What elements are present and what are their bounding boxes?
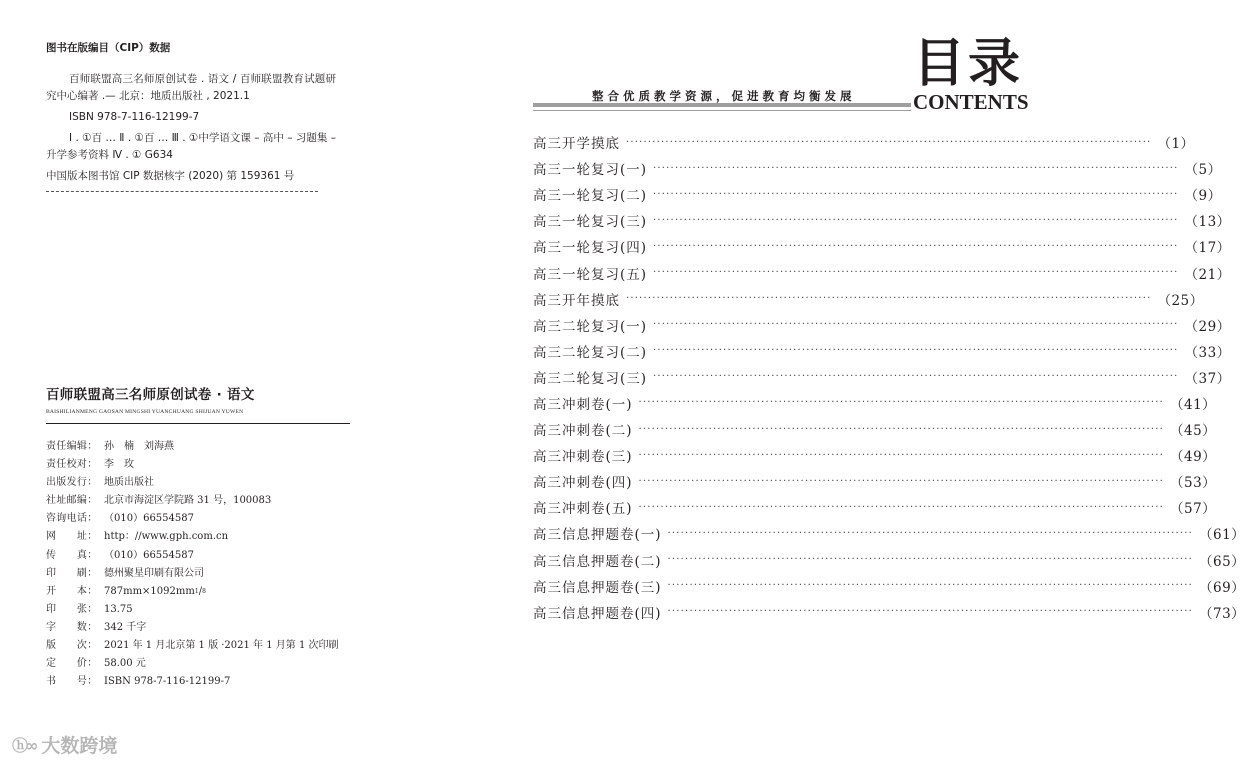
pub-row [46, 565, 339, 583]
pub-label: 开 本： [46, 585, 98, 597]
toc-leader-dots: ························································································································ [667, 580, 1193, 592]
pub-row [46, 583, 339, 601]
cip-line: ISBN 978-7-116-12199-7 [69, 111, 200, 123]
pub-label: 传 真： [46, 549, 98, 561]
toc-entry [533, 599, 1245, 625]
toc-entry [533, 286, 1204, 312]
slogan: 整合优质教学资源，促进教育均衡发展 [592, 89, 856, 103]
pub-label: 网 址： [46, 531, 98, 543]
pub-label: 印 张： [46, 603, 98, 615]
toc-entry-page: （21） [1184, 266, 1231, 283]
pub-row [46, 438, 339, 456]
toc-entry-page: （33） [1184, 344, 1231, 361]
pub-label: 版 次： [46, 640, 98, 652]
toc-entry [533, 573, 1245, 599]
toc-entry-page: （69） [1199, 579, 1245, 596]
pub-value-sup: 1 [194, 587, 199, 595]
pub-label: 印 刷： [46, 567, 98, 579]
publication-info [46, 438, 339, 691]
toc-entry-page: （17） [1184, 240, 1231, 257]
pub-value: （010）66554587 [104, 513, 194, 525]
toc-entry-title: 高三一轮复习(三) [533, 214, 648, 231]
toc-entry-title: 高三冲刺卷(三) [533, 449, 633, 466]
pub-value: ISBN 978-7-116-12199-7 [104, 676, 231, 688]
pub-label: 责任编辑： [46, 441, 98, 452]
toc-entry [533, 494, 1217, 520]
pub-value-sub: 8 [202, 587, 206, 595]
toc-entry-page: （53） [1170, 475, 1217, 492]
toc-entry-title: 高三一轮复习(五) [533, 266, 648, 283]
toc-entry-title: 高三二轮复习(一) [533, 318, 648, 335]
contents-heading-zh: 目录 [913, 34, 1024, 94]
toc-entry [533, 416, 1217, 442]
toc-entry-page: （57） [1170, 501, 1217, 518]
toc-entry [533, 259, 1231, 285]
logo-mark-icon: ⓗ∞ [12, 736, 36, 755]
pub-row [46, 492, 339, 510]
toc-leader-dots: ························································································································ [653, 371, 1179, 383]
toc-entry-title: 高三信息押题卷(一) [533, 527, 662, 544]
toc-leader-dots: ························································································································ [653, 214, 1179, 226]
toc-entry-page: （73） [1199, 605, 1245, 622]
toc-leader-dots: ························································································································ [653, 345, 1179, 357]
header-bar-thin [533, 110, 911, 111]
book-title: 百师联盟高三名师原创试卷 · 语文 [46, 387, 255, 403]
pub-row [46, 673, 339, 691]
toc-entry [533, 547, 1245, 573]
toc-entry [533, 520, 1245, 546]
toc-entry [533, 468, 1217, 494]
pub-value: 2021 年 1 月北京第 1 版 ·2021 年 1 月第 1 次印刷 [104, 640, 339, 652]
toc-leader-dots: ························································································································ [626, 136, 1152, 148]
pub-row [46, 655, 339, 673]
toc-entry [533, 129, 1195, 155]
toc-entry-title: 高三信息押题卷(三) [533, 579, 662, 596]
header-bar [533, 103, 911, 107]
toc-entry-title: 高三冲刺卷(五) [533, 501, 633, 518]
cip-line: Ⅰ . ①百 … Ⅱ . ①百 … Ⅲ . ①中学语文课 – 高中 – 习题集 – 升学参考资料 Ⅳ . ① G634 [46, 132, 336, 161]
toc-entry [533, 338, 1231, 364]
watermark-logo [12, 731, 117, 758]
pub-row [46, 547, 339, 565]
toc-entry-page: （29） [1184, 318, 1231, 335]
cip-line: 中国版本图书馆 CIP 数据核字 (2020) 第 159361 号 [46, 170, 295, 182]
toc-entry-page: （45） [1170, 423, 1217, 440]
pub-row [46, 601, 339, 619]
pub-value: 德州聚星印刷有限公司 [104, 567, 204, 579]
pub-label: 书 号： [46, 676, 98, 688]
pub-row [46, 510, 339, 528]
pub-value: 李 玫 [104, 459, 134, 471]
pub-label: 定 价： [46, 658, 98, 670]
toc-entry-page: （37） [1184, 370, 1231, 387]
pub-row [46, 528, 339, 546]
toc-leader-dots: ························································································································ [638, 501, 1164, 513]
toc-leader-dots: ························································································································ [653, 319, 1179, 331]
title-rule [46, 423, 350, 424]
toc-entry [533, 155, 1222, 181]
toc-leader-dots: ························································································································ [638, 423, 1164, 435]
toc-entry-page: （5） [1184, 162, 1222, 179]
pub-label: 字 数： [46, 621, 98, 633]
toc-leader-dots: ························································································································ [667, 527, 1193, 539]
toc-entry [533, 312, 1231, 338]
toc-leader-dots: ························································································································ [653, 267, 1179, 279]
toc-leader-dots: ························································································································ [653, 162, 1179, 174]
pub-label: 出版发行： [46, 477, 98, 489]
toc-leader-dots: ························································································································ [626, 293, 1152, 305]
toc-entry-title: 高三二轮复习(二) [533, 344, 648, 361]
toc-entry-title: 高三一轮复习(四) [533, 240, 648, 257]
contents-heading-en: CONTENTS [913, 90, 1029, 114]
toc-leader-dots: ························································································································ [638, 397, 1164, 409]
pub-value: 地质出版社 [104, 477, 154, 489]
toc-leader-dots: ························································································································ [653, 188, 1179, 200]
toc-leader-dots: ························································································································ [638, 449, 1164, 461]
toc-entry-title: 高三冲刺卷(四) [533, 475, 633, 492]
toc-entry-page: （61） [1199, 527, 1245, 544]
toc-entry-title: 高三一轮复习(一) [533, 162, 648, 179]
toc-entry [533, 233, 1231, 259]
toc-leader-dots: ························································································································ [667, 554, 1193, 566]
pub-row [46, 456, 339, 474]
toc-entry-title: 高三一轮复习(二) [533, 188, 648, 205]
toc-entry-title: 高三开年摸底 [533, 292, 620, 309]
toc-entry-title: 高三冲刺卷(一) [533, 396, 633, 413]
cip-block [46, 40, 336, 192]
cip-line: 百师联盟高三名师原创试卷 . 语文 / 百师联盟教育试题研究中心编著 .— 北京：地质出版社 , 2021.1 [46, 73, 336, 102]
pub-label: 责任校对： [46, 459, 98, 471]
pub-value: http：//www.gph.com.cn [104, 531, 229, 543]
toc-entry-title: 高三开学摸底 [533, 136, 620, 153]
toc-entry-page: （13） [1184, 214, 1231, 231]
toc-leader-dots: ························································································································ [638, 475, 1164, 487]
toc-entry-title: 高三信息押题卷(四) [533, 605, 662, 622]
toc-entry [533, 442, 1217, 468]
dashed-divider [46, 191, 318, 192]
toc-entry [533, 364, 1231, 390]
toc-leader-dots: ························································································································ [653, 240, 1179, 252]
toc-leader-dots: ························································································································ [667, 606, 1193, 618]
contents-heading [913, 34, 1033, 112]
logo-text: 大数跨境 [41, 735, 118, 757]
pub-value: 58.00 元 [104, 658, 146, 670]
toc-entry [533, 390, 1217, 416]
pub-value: 342 千字 [104, 621, 147, 633]
cip-title: 图书在版编目（CIP）数据 [46, 42, 171, 54]
pub-value: （010）66554587 [104, 549, 194, 561]
book-title-block [46, 383, 350, 424]
pub-row [46, 637, 339, 655]
pub-label: 社址邮编： [46, 495, 98, 507]
toc-entry-title: 高三信息押题卷(二) [533, 553, 662, 570]
fraction-slash: / [198, 585, 203, 597]
pub-label: 咨询电话： [46, 513, 98, 525]
pub-value: 孙 楠 刘海燕 [104, 441, 174, 452]
toc-list [533, 129, 1245, 625]
pub-value: 787mm×1092mm [104, 585, 195, 597]
toc-entry-title: 高三冲刺卷(二) [533, 423, 633, 440]
toc-entry-page: （1） [1157, 136, 1195, 153]
toc-entry [533, 207, 1231, 233]
pub-value: 13.75 [104, 603, 133, 615]
pub-row [46, 474, 339, 492]
pub-value: 北京市海淀区学院路 31 号，100083 [104, 495, 272, 507]
pub-row [46, 619, 339, 637]
toc-entry-title: 高三二轮复习(三) [533, 370, 648, 387]
toc-entry-page: （65） [1199, 553, 1245, 570]
toc-entry-page: （9） [1184, 188, 1222, 205]
toc-entry [533, 181, 1222, 207]
toc-entry-page: （25） [1157, 292, 1204, 309]
toc-entry-page: （49） [1170, 449, 1217, 466]
toc-entry-page: （41） [1170, 396, 1217, 413]
book-pinyin: BAISHILIANMENG GAOSAN MINGSHI YUANCHUANG SHIJUAN YUWEN [46, 409, 244, 415]
